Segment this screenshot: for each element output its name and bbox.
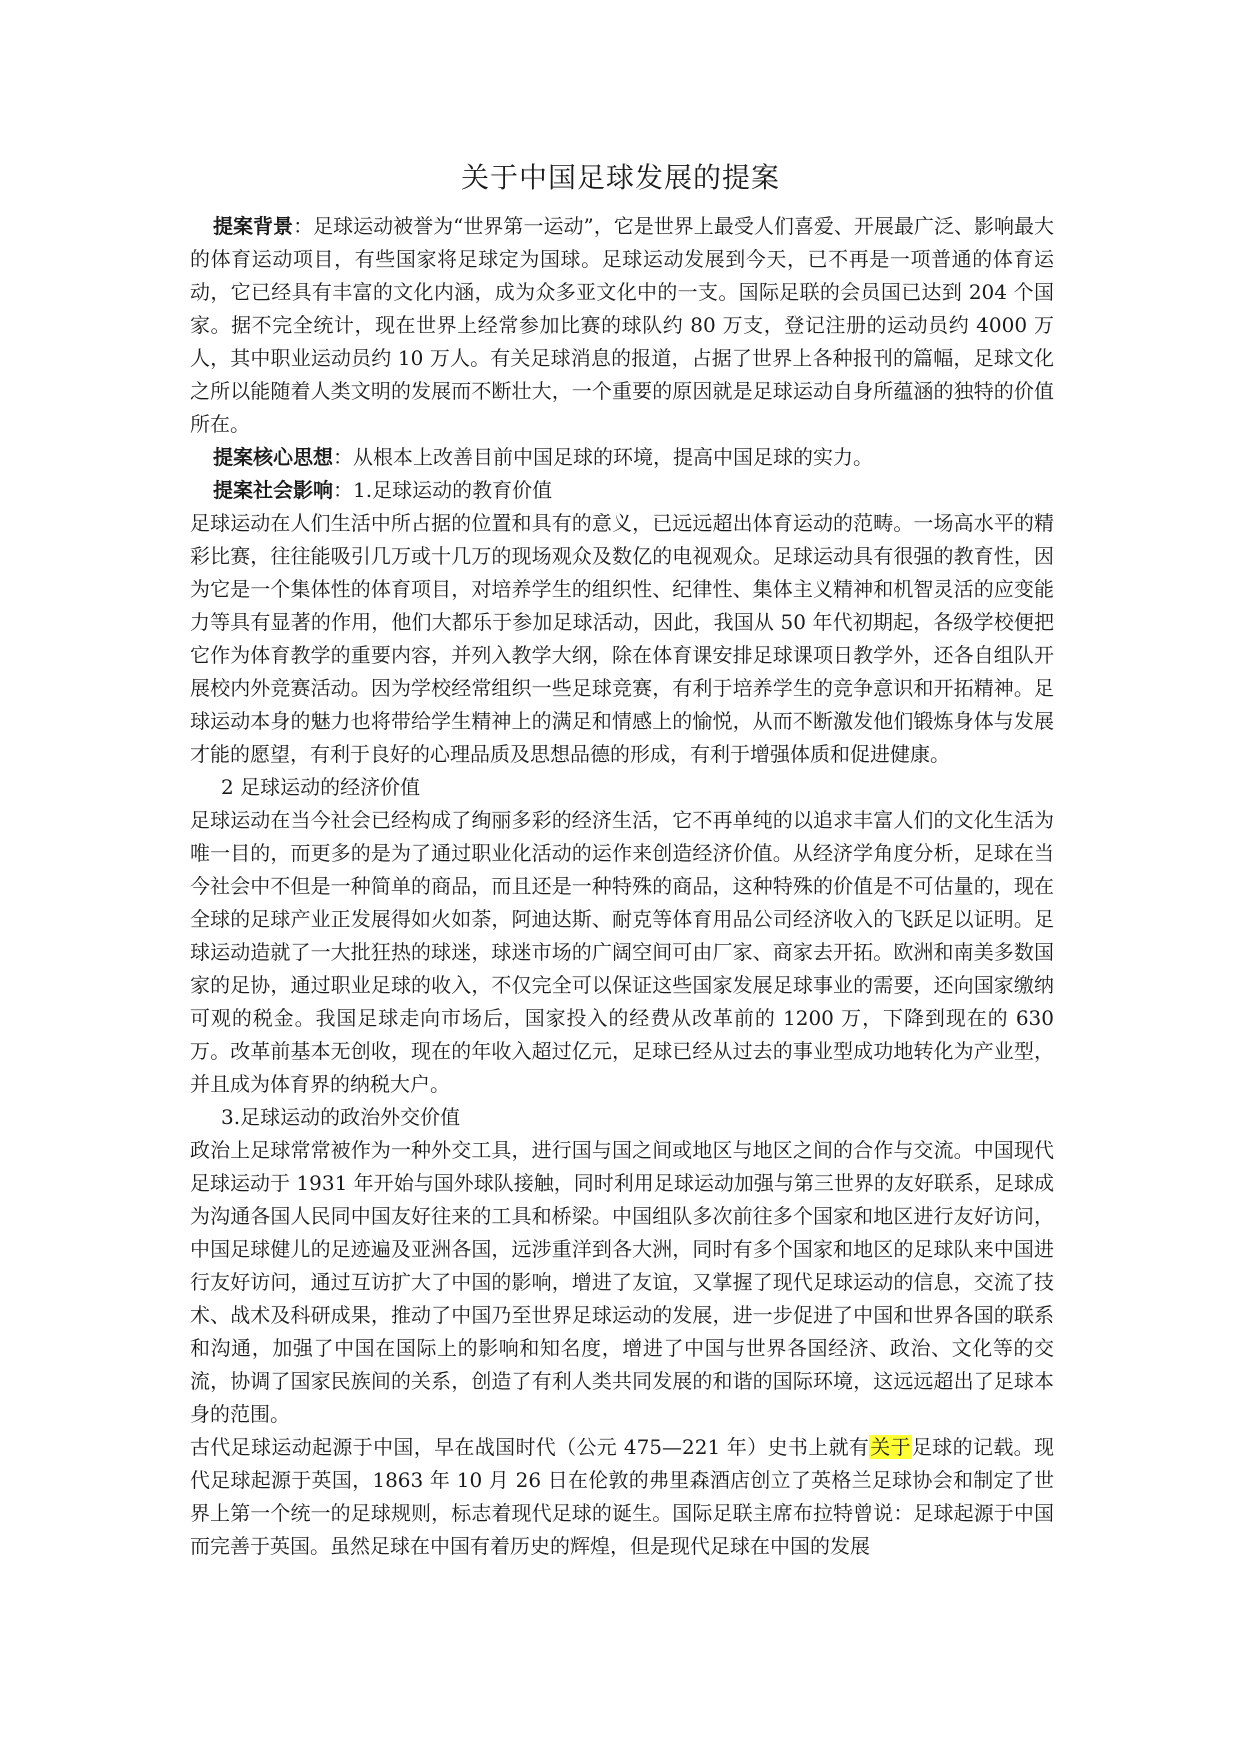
background-colon: ： [293,214,314,238]
education-paragraph: 足球运动在人们生活中所占据的位置和具有的意义，已远远超出体育运动的范畴。一场高水平的精彩比赛，往往能吸引几万或十几万的现场观众及数亿的电视观众。足球运动具有很强的教育性，因为它是一个集体性的体育项目，对培养学生的组织性、纪律性、集体主义精神和机智灵活的应变能力等具有显著的作用，他们大都乐于参加足球活动，因此，我国从 50 年代初期起，各级学校便把它作为体育教学的重要内容，并列入教学大纲，除在体育课安排足球课项日教学外，还各自组队开展校内外竞赛活动。因为学校经常组织一些足球竞赛，有利于培养学生的竞争意识和开拓精神。足球运动本身的魅力也将带给学生精神上的满足和情感上的愉悦，从而不断激发他们锻炼身体与发展才能的愿望，有利于良好的心理品质及思想品德的形成，有利于增强体质和促进健康。 [190,511,1054,766]
document-title: 关于中国足球发展的提案 [460,161,780,194]
impact-subheading-3: 3.足球运动的政治外交价值 [221,1105,461,1129]
economic-paragraph: 足球运动在当今社会已经构成了绚丽多彩的经济生活，它不再单纯的以追求丰富人们的文化生活为唯一目的，而更多的是为了通过职业化活动的运作来创造经济价值。从经济学角度分析，足球在当今社会中不但是一种简单的商品，而且还是一种特殊的商品，这种特殊的价值是不可估量的，现在全球的足球产业正发展得如火如荼，阿迪达斯、耐克等体育用品公司经济收入的飞跃足以证明。足球运动造就了一大批狂热的球迷，球迷市场的广阔空间可由厂家、商家去开拓。欧洲和南美多数国家的足协，通过职业足球的收入，不仅完全可以保证这些国家发展足球事业的需要，还向国家缴纳可观的税金。我国足球走向市场后，国家投入的经费从改革前的 1200 万，下降到现在的 630 万。改革前基本无创收，现在的年收入超过亿元，足球已经从过去的事业型成功地转化为产业型，并且成为体育界的纳税大户。 [190,808,1054,1096]
history-text-after: 足球的记载。现代足球起源于英国，1863 年 10 月 26 日在伦敦的弗里森酒店创立了英格兰足球协会和制定了世界上第一个统一的足球规则，标志着现代足球的诞生。国际足联主席布拉特曾说：足球起源于中国而完善于英国。虽然足球在中国有着历史的辉煌，但是现代足球在中国的发展 [190,1435,1055,1558]
core-text: 从根本上改善目前中国足球的环境，提高中国足球的实力。 [353,445,873,469]
impact-subheading-2: 2 足球运动的经济价值 [221,775,421,799]
impact-colon: ： [333,478,353,502]
document-body [190,210,1054,1563]
political-paragraph: 政治上足球常常被作为一种外交工具，进行国与国之间或地区与地区之间的合作与交流。中国现代足球运动于 1931 年开始与国外球队接触，同时利用足球运动加强与第三世界的友好联系，足球成为沟通各国人民同中国友好往来的工具和桥梁。中国组队多次前往多个国家和地区进行友好访问，中国足球健儿的足迹遍及亚洲各国，远涉重洋到各大洲，同时有多个国家和地区的足球队来中国进行友好访问，通过互访扩大了中国的影响，增进了友谊，又掌握了现代足球运动的信息，交流了技术、战术及科研成果，推动了中国乃至世界足球运动的发展，进一步促进了中国和世界各国的联系和沟通，加强了中国在国际上的影响和知名度，增进了中国与世界各国经济、政治、文化等的交流，协调了国家民族间的关系，创造了有利人类共同发展的和谐的国际环境，这远远超出了足球本身的范围。 [190,1138,1054,1426]
background-paragraph [190,210,1054,441]
background-text: 足球运动被誉为“世界第一运动”，它是世界上最受人们喜爱、开展最广泛、影响最大的体育运动项目，有些国家将足球定为国球。足球运动发展到今天，已不再是一项普通的体育运动，它已经具有丰富的文化内涵，成为众多亚文化中的一支。国际足联的会员国已达到 204 个国家。据不完全统计，现在世界上经常参加比赛的球队约 80 万支，登记注册的运动员约 4000 万人，其中职业运动员约 10 万人。有关足球消息的报道，占据了世界上各种报刊的篇幅，足球文化之所以能随着人类文明的发展而不断壮大，一个重要的原因就是足球运动自身所蕴涵的独特的价值所在。 [190,214,1055,436]
background-heading: 提案背景 [213,214,294,238]
core-heading: 提案核心思想 [213,445,333,469]
highlighted-text: 关于 [870,1435,911,1459]
impact-heading: 提案社会影响 [213,478,333,502]
impact-subheading-1: 1.足球运动的教育价值 [353,478,553,502]
core-paragraph [190,441,1054,474]
history-text-before: 古代足球运动起源于中国，早在战国时代（公元 475—221 年）史书上就有 [190,1435,870,1459]
history-paragraph [190,1431,1054,1563]
impact-heading-line [190,474,1054,507]
core-colon: ： [333,445,353,469]
